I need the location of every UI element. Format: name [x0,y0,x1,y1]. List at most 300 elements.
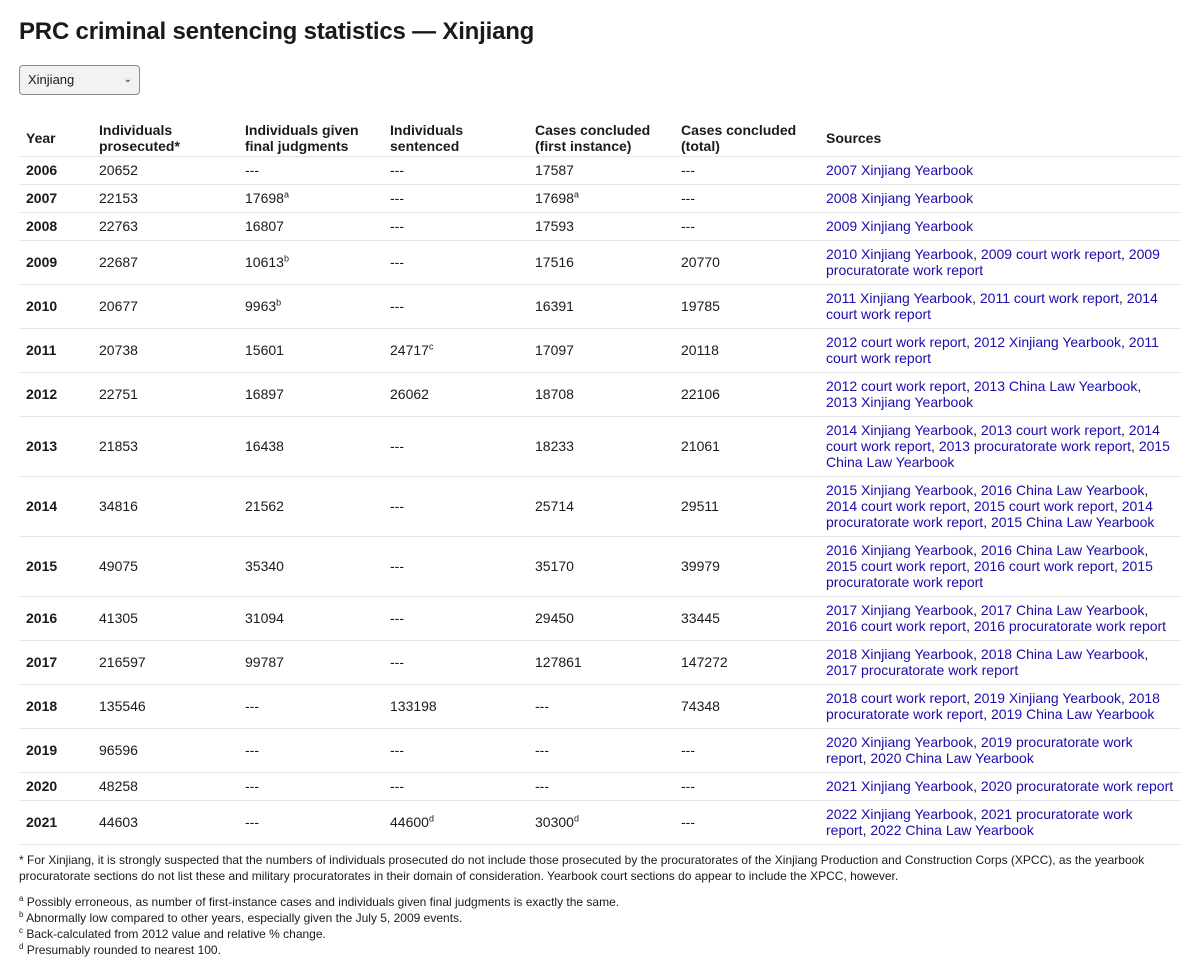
cell-sentenced-value: --- [390,254,404,270]
cell-first-instance [528,372,674,416]
cell-total-value: --- [681,814,695,830]
footnote-marker: a [283,189,289,200]
cell-prosecuted-value: 48258 [99,778,138,794]
source-link[interactable]: 2021 procuratorate work report [826,806,1133,838]
cell-year-value: 2018 [26,698,58,714]
source-link[interactable]: 2009 Xinjiang Yearbook [826,218,974,234]
cell-total-value: 19785 [681,298,720,314]
cell-first-instance [528,640,674,684]
cell-prosecuted-value: 41305 [99,610,138,626]
cell-year-value: 2015 [26,558,58,574]
cell-first-instance-value: 18233 [535,438,574,454]
cell-year [19,212,92,240]
cell-sentenced-value: 44600 [390,814,429,830]
footnote-mark: d [19,941,24,951]
cell-prosecuted [92,156,238,184]
cell-sentenced [383,212,528,240]
cell-total-value: 20770 [681,254,720,270]
table-row [19,184,1181,212]
cell-total [674,156,819,184]
cell-year [19,184,92,212]
source-link[interactable]: 2016 court work report [973,558,1114,574]
cell-first-instance [528,184,674,212]
cell-first-instance [528,284,674,328]
cell-sentenced [383,800,528,844]
cell-sources: 2016 Xinjiang Yearbook, 2016 China Law Yearbook, 2015 court work report, 2016 court work report, 2015 procuratorate work report [819,536,1181,596]
source-link[interactable]: 2017 procuratorate work report [826,662,1019,678]
cell-final-judgments [238,800,383,844]
source-link[interactable]: 2016 court work report [826,618,967,634]
header-sentenced: Individuals sentenced [383,120,528,156]
cell-year-value: 2007 [26,190,58,206]
cell-final-judgments-value: 31094 [245,610,284,626]
cell-first-instance-value: --- [535,698,549,714]
sentencing-table [19,120,1181,845]
cell-sentenced [383,728,528,772]
cell-final-judgments [238,240,383,284]
cell-year [19,536,92,596]
cell-year-value: 2012 [26,386,58,402]
table-row [19,772,1181,800]
cell-sentenced-value: 24717 [390,342,429,358]
cell-total [674,772,819,800]
cell-prosecuted-value: 22763 [99,218,138,234]
cell-sentenced [383,156,528,184]
source-link[interactable]: 2016 China Law Yearbook [980,482,1145,498]
cell-final-judgments-value: 21562 [245,498,284,514]
source-link[interactable]: 2017 Xinjiang Yearbook [826,602,974,618]
cell-sentenced-value: --- [390,162,404,178]
source-link[interactable]: 2013 Xinjiang Yearbook [826,394,974,410]
cell-sentenced-value: --- [390,610,404,626]
cell-sources: 2012 court work report, 2012 Xinjiang Yearbook, 2011 court work report [819,328,1181,372]
table-row [19,372,1181,416]
cell-prosecuted-value: 22687 [99,254,138,270]
footnote [19,926,1181,942]
cell-sources: 2018 Xinjiang Yearbook, 2018 China Law Yearbook, 2017 procuratorate work report [819,640,1181,684]
cell-first-instance-value: 35170 [535,558,574,574]
table-row [19,596,1181,640]
cell-year [19,684,92,728]
cell-final-judgments-value: --- [245,814,259,830]
source-link[interactable]: 2014 court work report [826,422,1160,454]
cell-sources: 2010 Xinjiang Yearbook, 2009 court work report, 2009 procuratorate work report [819,240,1181,284]
source-link[interactable]: 2018 court work report [826,690,967,706]
cell-prosecuted-value: 22153 [99,190,138,206]
footnote-text: Back-calculated from 2012 value and relative % change. [26,926,326,941]
cell-first-instance [528,156,674,184]
cell-total-value: 147272 [681,654,728,670]
source-link[interactable]: 2020 China Law Yearbook [870,750,1034,766]
cell-first-instance [528,536,674,596]
source-link[interactable]: 2011 Xinjiang Yearbook [826,290,973,306]
cell-prosecuted [92,596,238,640]
table-body [19,156,1181,844]
table-row [19,328,1181,372]
cell-year [19,372,92,416]
cell-final-judgments [238,416,383,476]
cell-final-judgments [238,372,383,416]
source-link[interactable]: 2013 court work report [980,422,1121,438]
cell-total [674,184,819,212]
source-link[interactable]: 2016 procuratorate work report [973,618,1167,634]
cell-sentenced [383,372,528,416]
cell-final-judgments-value: 35340 [245,558,284,574]
source-link[interactable]: 2015 court work report [973,498,1114,514]
cell-year-value: 2014 [26,498,58,514]
cell-total-value: 21061 [681,438,720,454]
cell-total [674,640,819,684]
cell-total [674,328,819,372]
cell-first-instance-value: 17593 [535,218,574,234]
table-row [19,284,1181,328]
cell-final-judgments [238,596,383,640]
cell-prosecuted [92,212,238,240]
cell-prosecuted [92,372,238,416]
cell-sentenced-value: --- [390,654,404,670]
header-first-instance: Cases concluded (first instance) [528,120,674,156]
cell-total [674,240,819,284]
source-link[interactable]: 2008 Xinjiang Yearbook [826,190,974,206]
table-row [19,728,1181,772]
source-link[interactable]: 2016 China Law Yearbook [980,542,1145,558]
cell-year-value: 2016 [26,610,58,626]
source-link[interactable]: 2022 Xinjiang Yearbook [826,806,974,822]
cell-total-value: 22106 [681,386,720,402]
cell-prosecuted-value: 96596 [99,742,138,758]
cell-total [674,536,819,596]
cell-prosecuted [92,284,238,328]
cell-total [674,476,819,536]
cell-total-value: --- [681,742,695,758]
cell-sentenced [383,596,528,640]
cell-first-instance-value: 29450 [535,610,574,626]
cell-year-value: 2017 [26,654,58,670]
cell-total-value: 39979 [681,558,720,574]
cell-year-value: 2020 [26,778,58,794]
cell-final-judgments-value: --- [245,698,259,714]
cell-final-judgments [238,772,383,800]
footnote-marker: b [276,297,282,308]
cell-prosecuted [92,728,238,772]
cell-first-instance [528,240,674,284]
source-link[interactable]: 2009 court work report [980,246,1121,262]
cell-first-instance-value: 25714 [535,498,574,514]
cell-sentenced [383,476,528,536]
source-link[interactable]: 2018 China Law Yearbook [980,646,1145,662]
cell-prosecuted [92,800,238,844]
cell-sentenced [383,640,528,684]
source-link[interactable]: 2009 procuratorate work report [826,246,1160,278]
cell-sentenced [383,684,528,728]
cell-year [19,640,92,684]
cell-year-value: 2006 [26,162,58,178]
cell-sentenced [383,536,528,596]
cell-final-judgments-value: 99787 [245,654,284,670]
cell-prosecuted-value: 216597 [99,654,146,670]
source-link[interactable]: 2011 court work report [826,334,1159,366]
source-link[interactable]: 2014 court work report [826,498,967,514]
cell-sources [819,212,1181,240]
cell-prosecuted-value: 135546 [99,698,146,714]
footnote-text: Presumably rounded to nearest 100. [26,942,221,957]
cell-first-instance [528,476,674,536]
footnote [19,894,1181,910]
cell-sentenced-value: --- [390,778,404,794]
cell-total [674,212,819,240]
cell-sentenced-value: --- [390,558,404,574]
cell-prosecuted [92,476,238,536]
cell-prosecuted-value: 20677 [99,298,138,314]
cell-year [19,328,92,372]
cell-final-judgments [238,284,383,328]
cell-total-value: --- [681,218,695,234]
table-row [19,240,1181,284]
cell-year [19,416,92,476]
source-link[interactable]: 2017 China Law Yearbook [980,602,1145,618]
cell-year-value: 2011 [26,342,57,358]
source-link[interactable]: 2018 Xinjiang Yearbook [826,646,974,662]
source-link[interactable]: 2007 Xinjiang Yearbook [826,162,974,178]
cell-prosecuted [92,536,238,596]
cell-prosecuted [92,684,238,728]
cell-total [674,596,819,640]
cell-total-value: 29511 [681,498,719,514]
source-link[interactable]: 2010 Xinjiang Yearbook [826,246,974,262]
cell-final-judgments-value: --- [245,162,259,178]
header-sources: Sources [819,120,1181,156]
cell-sources [819,156,1181,184]
cell-final-judgments-value: 16807 [245,218,284,234]
cell-final-judgments-value: 16897 [245,386,284,402]
cell-final-judgments-value: 9963 [245,298,277,314]
cell-year [19,728,92,772]
cell-sentenced [383,184,528,212]
cell-prosecuted-value: 20738 [99,342,138,358]
cell-total [674,800,819,844]
cell-prosecuted [92,772,238,800]
cell-sources: 2021 Xinjiang Yearbook, 2020 procuratorate work report [819,772,1181,800]
footnote-text: Abnormally low compared to other years, especially given the July 5, 2009 events. [26,910,463,925]
cell-year [19,800,92,844]
chevron-down-icon: ⌄ [123,74,132,85]
cell-first-instance [528,728,674,772]
source-link[interactable]: 2014 court work report [826,290,1158,322]
source-link[interactable]: 2016 Xinjiang Yearbook [826,542,974,558]
notes [19,852,1181,958]
source-link[interactable]: 2019 China Law Yearbook [990,706,1155,722]
cell-final-judgments [238,184,383,212]
cell-total-value: 33445 [681,610,720,626]
source-link[interactable]: 2012 court work report [826,334,967,350]
cell-sources: 2022 Xinjiang Yearbook, 2021 procuratorate work report, 2022 China Law Yearbook [819,800,1181,844]
cell-final-judgments-value: 16438 [245,438,284,454]
cell-year [19,596,92,640]
cell-sentenced [383,284,528,328]
source-link[interactable]: 2012 Xinjiang Yearbook [973,334,1121,350]
cell-prosecuted-value: 22751 [99,386,138,402]
source-link[interactable]: 2020 procuratorate work report [980,778,1174,794]
cell-prosecuted-value: 21853 [99,438,138,454]
cell-total [674,416,819,476]
table-row [19,212,1181,240]
region-select-value: Xinjiang [28,72,75,87]
cell-total-value: 74348 [681,698,720,714]
cell-sentenced-value: --- [390,218,404,234]
cell-first-instance-value: 30300 [535,814,574,830]
source-link[interactable]: 2019 Xinjiang Yearbook [973,690,1121,706]
source-link[interactable]: 2014 procuratorate work report [826,498,1153,530]
cell-prosecuted [92,184,238,212]
cell-first-instance [528,772,674,800]
footnote-mark: b [19,909,24,919]
cell-first-instance-value: --- [535,778,549,794]
cell-sources: 2020 Xinjiang Yearbook, 2019 procuratorate work report, 2020 China Law Yearbook [819,728,1181,772]
table-header-row [19,120,1181,156]
table-row [19,536,1181,596]
prosecuted-note: * For Xinjiang, it is strongly suspected that the numbers of individuals prosecuted do not include those prosecuted by the procuratorates of the Xinjiang Production and Construction Corps (XPCC), as the yearbook procuratorate sections do not list these and military procuratorates in their domain of consideration. Yearbook court sections do appear to include the XPCC, however. [19,852,1145,883]
cell-sentenced [383,416,528,476]
cell-first-instance [528,416,674,476]
cell-total-value: 20118 [681,342,719,358]
cell-sources: 2014 Xinjiang Yearbook, 2013 court work report, 2014 court work report, 2013 procuratorate work report, 2015 China Law Yearbook [819,416,1181,476]
cell-year-value: 2019 [26,742,58,758]
cell-sources: 2018 court work report, 2019 Xinjiang Yearbook, 2018 procuratorate work report, 2019 China Law Yearbook [819,684,1181,728]
source-link[interactable]: 2013 China Law Yearbook [973,378,1138,394]
source-link[interactable]: 2019 procuratorate work report [826,734,1133,766]
cell-sentenced-value: 26062 [390,386,429,402]
cell-final-judgments [238,156,383,184]
cell-first-instance [528,800,674,844]
cell-sentenced-value: --- [390,190,404,206]
table-row [19,156,1181,184]
source-link[interactable]: 2022 China Law Yearbook [870,822,1034,838]
region-select[interactable] [19,65,140,95]
table-row [19,684,1181,728]
cell-first-instance-value: 16391 [535,298,574,314]
cell-final-judgments [238,328,383,372]
cell-sentenced [383,772,528,800]
source-link[interactable]: 2012 court work report [826,378,967,394]
cell-sentenced-value: 133198 [390,698,437,714]
cell-year [19,240,92,284]
cell-final-judgments [238,476,383,536]
cell-sentenced-value: --- [390,742,404,758]
table-row [19,640,1181,684]
footnote-marker: b [283,253,289,264]
cell-total-value: --- [681,778,695,794]
cell-final-judgments-value: 10613 [245,254,284,270]
cell-total [674,284,819,328]
source-link[interactable]: 2015 Xinjiang Yearbook [826,482,974,498]
footnote-marker: d [573,813,579,824]
footnote [19,942,1181,958]
cell-year [19,284,92,328]
source-link[interactable]: 2015 China Law Yearbook [990,514,1155,530]
cell-sources [819,184,1181,212]
footnotes [19,894,1181,958]
source-link[interactable]: 2015 court work report [826,558,967,574]
cell-final-judgments-value: --- [245,742,259,758]
cell-total [674,372,819,416]
cell-prosecuted [92,640,238,684]
cell-total [674,728,819,772]
cell-prosecuted [92,416,238,476]
source-link[interactable]: 2020 Xinjiang Yearbook [826,734,974,750]
source-link[interactable]: 2014 Xinjiang Yearbook [826,422,974,438]
cell-year-value: 2008 [26,218,58,234]
cell-year [19,772,92,800]
cell-final-judgments-value: 17698 [245,190,284,206]
cell-total-value: --- [681,162,695,178]
cell-first-instance-value: 17587 [535,162,574,178]
header-total: Cases concluded (total) [674,120,819,156]
source-link[interactable]: 2018 procuratorate work report [826,690,1160,722]
cell-sources: 2012 court work report, 2013 China Law Yearbook, 2013 Xinjiang Yearbook [819,372,1181,416]
cell-total [674,684,819,728]
footnote-mark: c [19,925,23,935]
cell-year [19,156,92,184]
cell-year-value: 2010 [26,298,58,314]
source-link[interactable]: 2013 procuratorate work report [938,438,1132,454]
cell-final-judgments [238,536,383,596]
table-row [19,416,1181,476]
cell-final-judgments [238,728,383,772]
cell-total-value: --- [681,190,695,206]
cell-prosecuted-value: 20652 [99,162,138,178]
cell-first-instance-value: 17698 [535,190,574,206]
cell-first-instance-value: 18708 [535,386,574,402]
cell-sentenced-value: --- [390,438,404,454]
footnote-text: Possibly erroneous, as number of first-instance cases and individuals given final judgments is exactly the same. [26,894,620,909]
cell-sentenced [383,240,528,284]
cell-final-judgments [238,212,383,240]
cell-sentenced-value: --- [390,298,404,314]
footnote-marker: d [428,813,434,824]
table-row [19,476,1181,536]
cell-first-instance-value: 127861 [535,654,582,670]
cell-sentenced [383,328,528,372]
cell-year-value: 2013 [26,438,58,454]
source-link[interactable]: 2015 China Law Yearbook [826,438,1170,470]
cell-sources: 2015 Xinjiang Yearbook, 2016 China Law Yearbook, 2014 court work report, 2015 court work report, 2014 procuratorate work report, 2015 China Law Yearbook [819,476,1181,536]
cell-prosecuted [92,240,238,284]
footnote-marker: a [573,189,579,200]
cell-first-instance [528,684,674,728]
cell-final-judgments-value: 15601 [245,342,284,358]
cell-first-instance [528,212,674,240]
source-link[interactable]: 2015 procuratorate work report [826,558,1153,590]
source-link[interactable]: 2011 court work report [979,290,1119,306]
cell-first-instance-value: 17097 [535,342,574,358]
header-prosecuted: Individuals prosecuted* [92,120,238,156]
cell-sentenced-value: --- [390,498,404,514]
footnote-mark: a [19,893,24,903]
footnote-marker: c [428,341,434,352]
table-row [19,800,1181,844]
cell-first-instance-value: --- [535,742,549,758]
cell-final-judgments [238,640,383,684]
cell-prosecuted [92,328,238,372]
cell-year [19,476,92,536]
cell-year-value: 2021 [26,814,58,830]
footnote [19,910,1181,926]
cell-first-instance-value: 17516 [535,254,574,270]
cell-sources: 2017 Xinjiang Yearbook, 2017 China Law Yearbook, 2016 court work report, 2016 procuratorate work report [819,596,1181,640]
header-final-judgments: Individuals given final judgments [238,120,383,156]
cell-final-judgments [238,684,383,728]
source-link[interactable]: 2021 Xinjiang Yearbook [826,778,974,794]
